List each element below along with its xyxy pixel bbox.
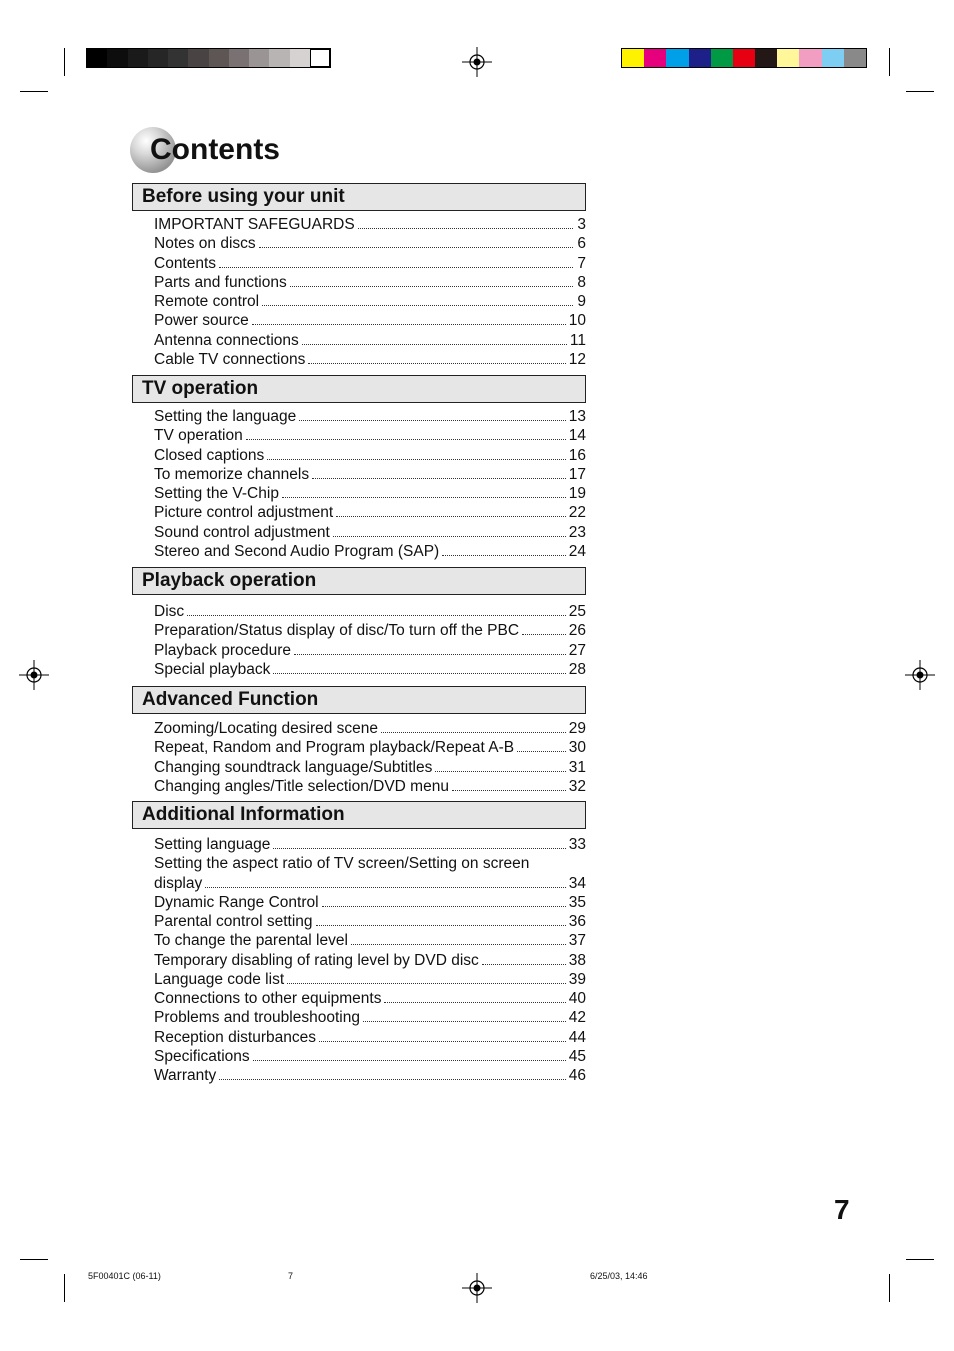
- dot-leader: [351, 931, 566, 945]
- dot-leader: [336, 503, 566, 517]
- toc-entry-title: Parts and functions: [154, 273, 287, 291]
- color-swatch: [777, 49, 799, 67]
- toc-entry-page: 29: [568, 720, 586, 737]
- toc-entry-title: To change the parental level: [154, 932, 348, 950]
- toc-entry-title: Specifications: [154, 1047, 250, 1065]
- toc-entry-page: 44: [568, 1028, 586, 1046]
- toc-entry-page: 14: [568, 427, 586, 445]
- toc-entry[interactable]: [154, 311, 586, 330]
- crop-mark: [906, 91, 934, 92]
- dot-leader: [262, 292, 573, 306]
- color-swatch: [148, 49, 168, 67]
- registration-mark-icon: [462, 47, 492, 77]
- toc-entry-title: Setting the V-Chip: [154, 485, 279, 502]
- toc-entry-page: 28: [568, 660, 586, 678]
- toc-entry[interactable]: [154, 602, 586, 621]
- dot-leader: [302, 331, 567, 345]
- crop-mark: [64, 1274, 65, 1302]
- color-swatch: [666, 49, 688, 67]
- toc-entry-page: 8: [577, 273, 586, 291]
- toc-entry[interactable]: [154, 777, 586, 796]
- toc-entry[interactable]: [154, 989, 586, 1008]
- dot-leader: [381, 719, 566, 733]
- toc-entry-title: Notes on discs: [154, 235, 256, 253]
- toc-entry-page: 30: [568, 739, 586, 757]
- toc-entry[interactable]: [154, 465, 586, 484]
- toc-entry[interactable]: [154, 621, 586, 640]
- toc-entry-page: 38: [568, 951, 586, 969]
- toc-entry[interactable]: [154, 874, 586, 893]
- dot-leader: [219, 1066, 565, 1080]
- toc-entry-page: 7: [577, 254, 586, 272]
- dot-leader: [319, 1028, 566, 1042]
- section-heading-before-using: Before using your unit: [132, 183, 586, 211]
- toc-entry-page: 37: [568, 932, 586, 950]
- toc-entry-title: Picture control adjustment: [154, 504, 334, 522]
- toc-entry[interactable]: [154, 446, 586, 465]
- toc-entry[interactable]: [154, 331, 586, 350]
- toc-entry[interactable]: [154, 215, 586, 234]
- toc-entry-page: 24: [568, 542, 586, 560]
- dot-leader: [259, 234, 573, 248]
- toc-entry-title: Problems and troubleshooting: [154, 1009, 360, 1027]
- footer-doc-code: 5F00401C (06-11): [88, 1271, 161, 1281]
- toc-entry-page: 17: [568, 465, 586, 483]
- color-swatch: [755, 49, 777, 67]
- toc-entry-page: 23: [568, 523, 586, 541]
- toc-entry-page: 32: [568, 777, 586, 795]
- toc-entry-title: Special playback: [154, 660, 271, 678]
- toc-entry-page: 33: [568, 836, 586, 853]
- toc-entry-title: Changing soundtrack language/Subtitles: [154, 758, 433, 776]
- toc-entry[interactable]: [154, 951, 586, 970]
- color-swatch: [290, 49, 310, 67]
- color-swatch: [269, 49, 289, 67]
- color-swatch: [209, 49, 229, 67]
- color-swatch: [249, 49, 269, 67]
- toc-entry-page: 6: [577, 235, 586, 253]
- toc-entry-page: 16: [568, 446, 586, 464]
- toc-entry[interactable]: [154, 660, 586, 679]
- toc-entry-page: 34: [568, 874, 586, 892]
- toc-entry-page: 25: [568, 603, 586, 620]
- toc-entry-page: 12: [568, 350, 586, 368]
- dot-leader: [312, 465, 566, 479]
- toc-entry[interactable]: [154, 970, 586, 989]
- section-heading-additional-information: Additional Information: [132, 801, 586, 829]
- color-swatch: [107, 49, 127, 67]
- dot-leader: [219, 254, 573, 268]
- dot-leader: [482, 951, 566, 965]
- footer-timestamp: 6/25/03, 14:46: [590, 1271, 648, 1281]
- color-swatch: [689, 49, 711, 67]
- toc-entry-page: 31: [568, 758, 586, 776]
- registration-mark-icon: [905, 660, 935, 690]
- toc-entry-title: To memorize channels: [154, 465, 310, 483]
- dot-leader: [358, 215, 573, 229]
- color-swatch: [733, 49, 755, 67]
- toc-entry-title: TV operation: [154, 427, 243, 445]
- toc-entry-title: Preparation/Status display of disc/To turn off the PBC: [154, 622, 520, 640]
- toc-entry[interactable]: [154, 893, 586, 912]
- dot-leader: [294, 641, 566, 655]
- dot-leader: [442, 542, 566, 556]
- toc-entry-page: 35: [568, 893, 586, 911]
- toc-entry-page: 22: [568, 504, 586, 522]
- color-swatch: [711, 49, 733, 67]
- color-swatch: [87, 49, 107, 67]
- dot-leader: [282, 484, 566, 498]
- toc-entry-title: Setting the aspect ratio of TV screen/Setting on screen: [154, 855, 530, 873]
- toc-entry[interactable]: [154, 484, 586, 503]
- color-swatch: [622, 49, 644, 67]
- toc-entry-title: Sound control adjustment: [154, 523, 330, 541]
- dot-leader: [452, 777, 566, 791]
- toc-entry[interactable]: [154, 407, 586, 426]
- color-swatch: [644, 49, 666, 67]
- section-heading-tv-operation: TV operation: [132, 375, 586, 403]
- color-swatch: [188, 49, 208, 67]
- toc-entry[interactable]: [154, 912, 586, 931]
- dot-leader: [522, 621, 566, 635]
- toc-entry-page: 11: [569, 331, 586, 349]
- dot-leader: [205, 874, 566, 888]
- toc-entry-title: Repeat, Random and Program playback/Repeat A-B: [154, 739, 515, 757]
- toc-entry-page: 13: [568, 408, 586, 425]
- toc-entry[interactable]: [154, 234, 586, 253]
- page-title: Contents: [150, 133, 280, 166]
- toc-entry[interactable]: [154, 523, 586, 542]
- toc-entry-page: 46: [568, 1067, 586, 1084]
- crop-mark: [64, 48, 65, 76]
- crop-mark: [889, 1274, 890, 1302]
- dot-leader: [384, 989, 565, 1003]
- registration-mark-icon: [462, 1273, 492, 1303]
- dot-leader: [299, 407, 566, 421]
- toc-entry[interactable]: [154, 738, 586, 757]
- toc-entry-title: Cable TV connections: [154, 350, 306, 368]
- toc-entry-page: 9: [577, 293, 586, 310]
- toc-entry-title: Parental control setting: [154, 913, 313, 930]
- toc-entry-page: 42: [568, 1009, 586, 1027]
- crop-mark: [906, 1259, 934, 1260]
- toc-entry[interactable]: [154, 503, 586, 522]
- toc-entry-title: Temporary disabling of rating level by DVD disc: [154, 951, 479, 969]
- toc-entry[interactable]: [154, 1047, 586, 1066]
- crop-mark: [889, 48, 890, 76]
- dot-leader: [316, 912, 566, 926]
- dot-leader: [290, 273, 573, 287]
- toc-entry-page: 10: [568, 312, 586, 330]
- toc-entry-title: Dynamic Range Control: [154, 893, 319, 911]
- toc-entry-title: Power source: [154, 312, 249, 330]
- grayscale-bar: [86, 48, 331, 68]
- toc-entry-page: 40: [568, 990, 586, 1007]
- dot-leader: [246, 426, 566, 440]
- toc-entry[interactable]: [154, 758, 586, 777]
- dot-leader: [287, 970, 566, 984]
- color-swatch: [168, 49, 188, 67]
- crop-mark: [20, 1259, 48, 1260]
- toc-entry-page: 3: [577, 216, 586, 233]
- toc-entry-title: display: [154, 874, 203, 892]
- dot-leader: [363, 1008, 566, 1022]
- toc-entry[interactable]: [154, 254, 586, 273]
- dot-leader: [267, 446, 565, 460]
- dot-leader: [187, 602, 566, 616]
- dot-leader: [322, 893, 566, 907]
- toc-entry-title: Reception disturbances: [154, 1028, 316, 1046]
- dot-leader: [253, 1047, 566, 1061]
- toc-entry[interactable]: [154, 719, 586, 738]
- crop-mark: [20, 91, 48, 92]
- toc-entry[interactable]: [154, 1066, 586, 1085]
- toc-entry[interactable]: [154, 1008, 586, 1027]
- toc-entry-title: Zooming/Locating desired scene: [154, 720, 379, 737]
- toc-entry-title: Warranty: [154, 1067, 217, 1084]
- toc-entry-title: Setting the language: [154, 408, 297, 425]
- dot-leader: [252, 311, 566, 325]
- dot-leader: [273, 835, 565, 849]
- toc-entry[interactable]: [154, 835, 586, 854]
- section-heading-playback-operation: Playback operation: [132, 567, 586, 595]
- color-swatch: [229, 49, 249, 67]
- color-swatch: [822, 49, 844, 67]
- toc-entry-title: Antenna connections: [154, 331, 299, 349]
- color-swatch: [128, 49, 148, 67]
- toc-entry[interactable]: [154, 350, 586, 369]
- toc-entry-title: Language code list: [154, 970, 285, 988]
- toc-entry-title: Disc: [154, 603, 185, 620]
- toc-entry-page: 26: [568, 622, 586, 640]
- color-swatch: [799, 49, 821, 67]
- toc-entry-title: Closed captions: [154, 446, 265, 464]
- toc-entry-page: 45: [568, 1047, 586, 1065]
- dot-leader: [517, 738, 566, 752]
- toc-entry[interactable]: [154, 1028, 586, 1047]
- toc-entry[interactable]: [154, 426, 586, 445]
- section-heading-advanced-function: Advanced Function: [132, 686, 586, 714]
- toc-entry-title: Connections to other equipments: [154, 990, 382, 1007]
- toc-entry-title: Changing angles/Title selection/DVD menu: [154, 777, 449, 795]
- color-swatch: [310, 49, 330, 67]
- toc-entry[interactable]: [154, 542, 586, 561]
- toc-entry-title: Contents: [154, 254, 217, 272]
- toc-entry-page: 19: [568, 485, 586, 502]
- toc-entry-page: 27: [568, 641, 586, 659]
- color-swatch: [844, 49, 866, 67]
- dot-leader: [333, 523, 566, 537]
- dot-leader: [308, 350, 565, 364]
- toc-entry[interactable]: [154, 931, 586, 950]
- dot-leader: [273, 660, 565, 674]
- toc-entry[interactable]: [154, 292, 586, 311]
- toc-entry-title: Setting language: [154, 836, 271, 853]
- color-bar: [621, 48, 867, 68]
- page-number: 7: [834, 1194, 850, 1225]
- toc-entry-page: 39: [568, 970, 586, 988]
- dot-leader: [435, 758, 565, 772]
- toc-entry-page: 36: [568, 913, 586, 930]
- toc-entry-title: Stereo and Second Audio Program (SAP): [154, 542, 440, 560]
- toc-entry-title: Playback procedure: [154, 641, 291, 659]
- toc-entry[interactable]: [154, 641, 586, 660]
- toc-entry-title: IMPORTANT SAFEGUARDS: [154, 216, 355, 233]
- toc-entry[interactable]: [154, 854, 586, 873]
- toc-entry-title: Remote control: [154, 293, 260, 310]
- registration-mark-icon: [19, 660, 49, 690]
- footer-page: 7: [288, 1271, 294, 1281]
- toc-entry[interactable]: [154, 273, 586, 292]
